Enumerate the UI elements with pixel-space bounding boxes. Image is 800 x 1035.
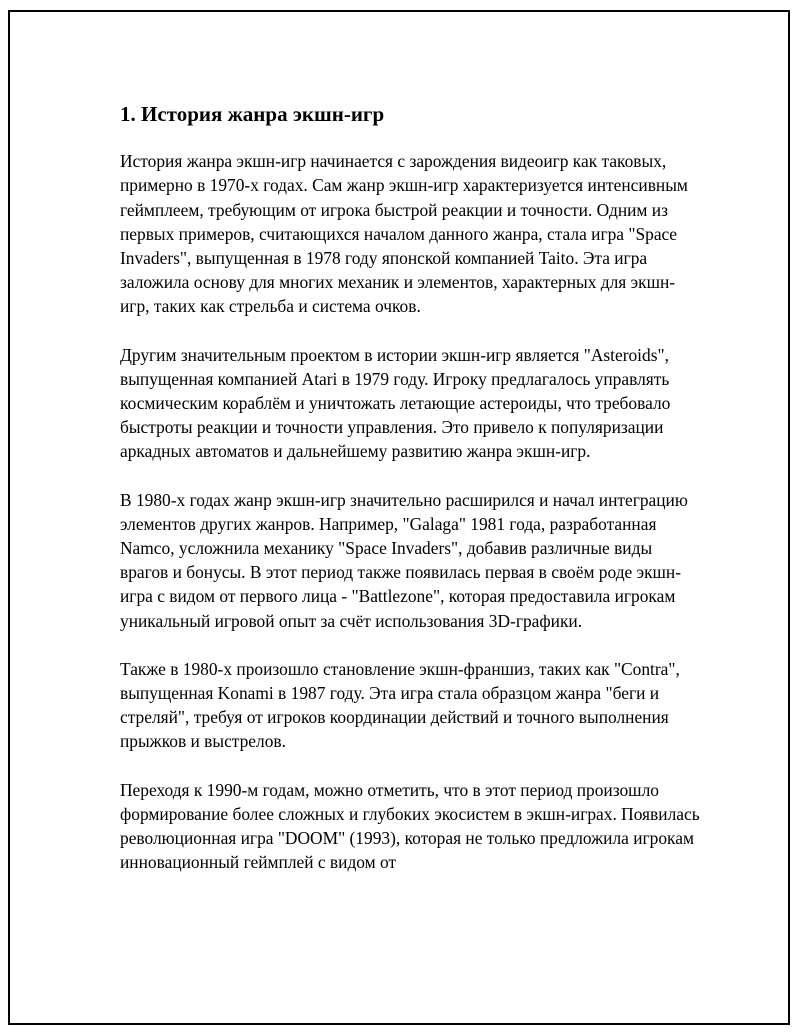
paragraph-3: В 1980-х годах жанр экшн-игр значительно расширился и начал интеграцию элементов других жанров. Например, "Galaga" 1981 года, разработанная Namco, усложнила механику "Space Invaders", добавив различные виды врагов и бонусы. В этот период также появилась первая в своём роде экшн-игра с видом от первого лица - "Battlezone", которая предоставила игрокам уникальный игровой опыт за счёт использования 3D-графики.	[120, 489, 688, 631]
document-body	[120, 102, 700, 898]
paragraph-4: Также в 1980-х произошло становление экшн-франшиз, таких как "Contra", выпущенная Konami в 1987 году. Эта игра стала образцом жанра "беги и стреляй", требуя от игроков координации действий и точного выполнения прыжков и выстрелов.	[120, 658, 680, 752]
paragraph-1: История жанра экшн-игр начинается с зарождения видеоигр как таковых, примерно в 1970-х годах. Сам жанр экшн-игр характеризуется интенсивным геймплеем, требующим от игрока быстрой реакции и точности. Одним из первых примеров, считающихся началом данного жанра, стала игра "Space Invaders", выпущенная в 1978 году японской компанией Taito. Эта игра заложила основу для многих механик и элементов, характерных для экшн-игр, таких как стрельба и система очков.	[120, 151, 688, 317]
paragraph-5: Переходя к 1990-м годам, можно отметить, что в этот период произошло формирование более сложных и глубоких экосистем в экшн-играх. Появилась революционная игра "DOOM" (1993), которая не только предложила игрокам инновационный геймплей с видом от	[120, 779, 700, 873]
page-frame	[8, 10, 790, 1025]
paragraph-2: Другим значительным проектом в истории экшн-игр является "Asteroids", выпущенная компанией Atari в 1979 году. Игроку предлагалось управлять космическим кораблём и уничтожать летающие астероиды, что требовало быстроты реакции и точности управления. Это привело к популяризации аркадных автоматов и дальнейшему развитию жанра экшн-игр.	[120, 344, 671, 462]
section-heading: 1. История жанра экшн-игр	[120, 102, 385, 126]
